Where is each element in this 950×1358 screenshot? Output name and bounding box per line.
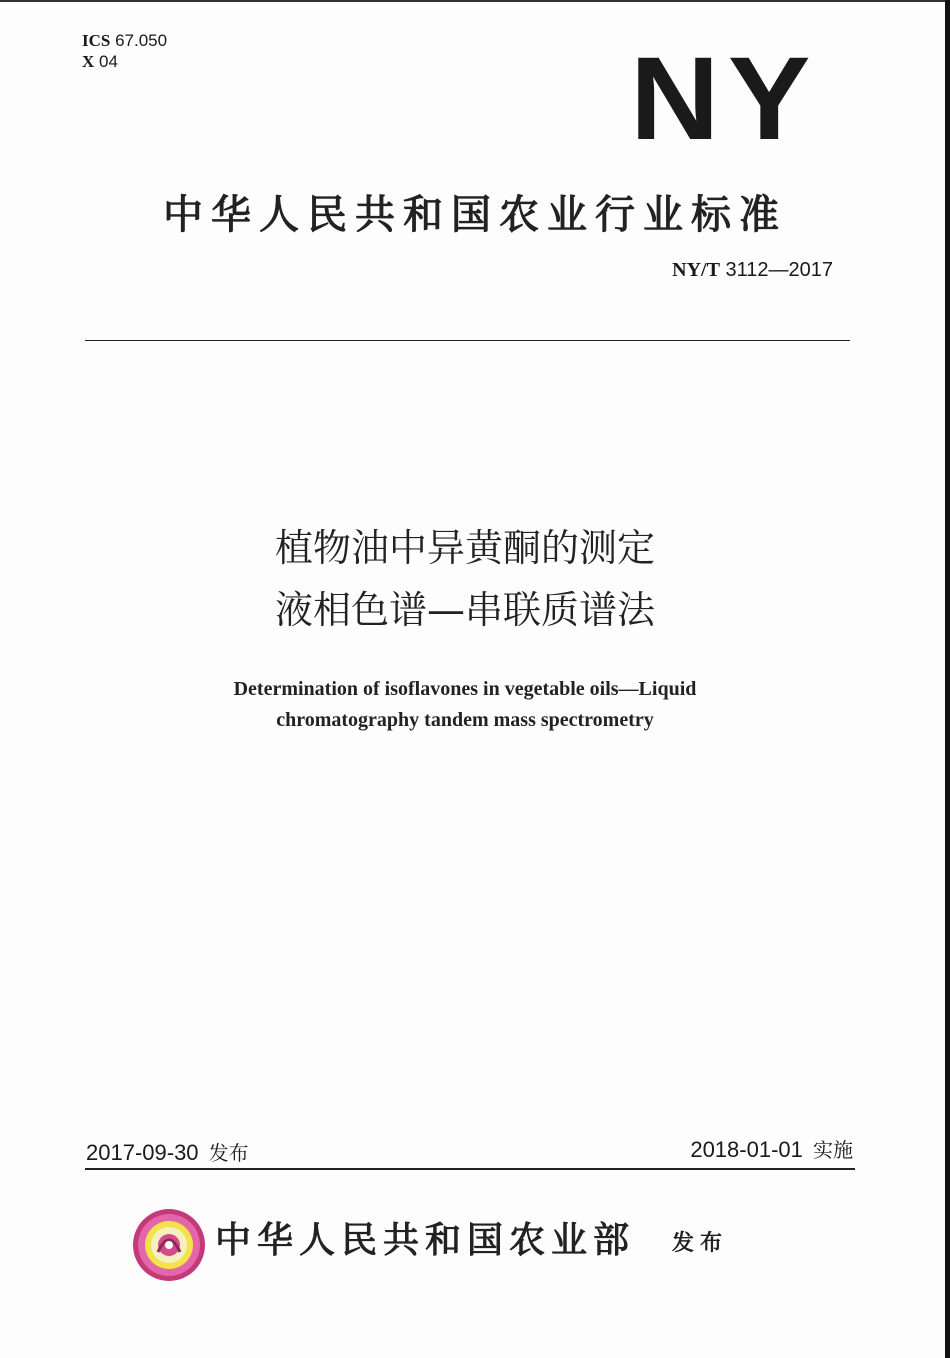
ics-code bbox=[82, 30, 167, 51]
english-title-line-2: chromatography tandem mass spectrometry bbox=[276, 709, 654, 731]
class-number: 04 bbox=[99, 52, 118, 71]
issue-label: 发布 bbox=[208, 1141, 249, 1165]
implement-date-block bbox=[690, 1134, 853, 1163]
standard-code bbox=[672, 259, 833, 282]
publish-label: 发布 bbox=[672, 1230, 729, 1256]
divider-bottom bbox=[85, 1168, 855, 1170]
ics-number: 67.050 bbox=[115, 31, 168, 50]
classification-block bbox=[82, 30, 167, 72]
ny-logo: NY bbox=[630, 33, 819, 165]
english-title-line-1: Determination of isoflavones in vegetable oils—Liquid bbox=[233, 678, 697, 700]
implement-date: 2018-01-01 bbox=[690, 1137, 803, 1162]
class-label: X bbox=[82, 52, 95, 71]
class-code bbox=[82, 51, 167, 72]
ministry-emblem-icon bbox=[132, 1208, 206, 1282]
ics-label: ICS bbox=[82, 31, 111, 50]
ministry-name: 中华人民共和国农业部 bbox=[215, 1219, 636, 1261]
standard-code-number: 3112—2017 bbox=[725, 259, 833, 281]
chinese-title-line-2: 液相色谱—串联质谱法 bbox=[274, 588, 655, 632]
chinese-title-line-1: 植物油中异黄酮的测定 bbox=[274, 526, 655, 570]
standard-type-title: 中华人民共和国农业行业标准 bbox=[163, 192, 787, 238]
divider-top bbox=[85, 340, 850, 341]
issue-date: 2017-09-30 bbox=[86, 1140, 199, 1165]
scan-edge-top bbox=[0, 0, 950, 2]
standard-code-prefix: NY/T bbox=[672, 259, 720, 281]
issue-date-block bbox=[86, 1137, 249, 1166]
implement-label: 实施 bbox=[813, 1138, 853, 1162]
